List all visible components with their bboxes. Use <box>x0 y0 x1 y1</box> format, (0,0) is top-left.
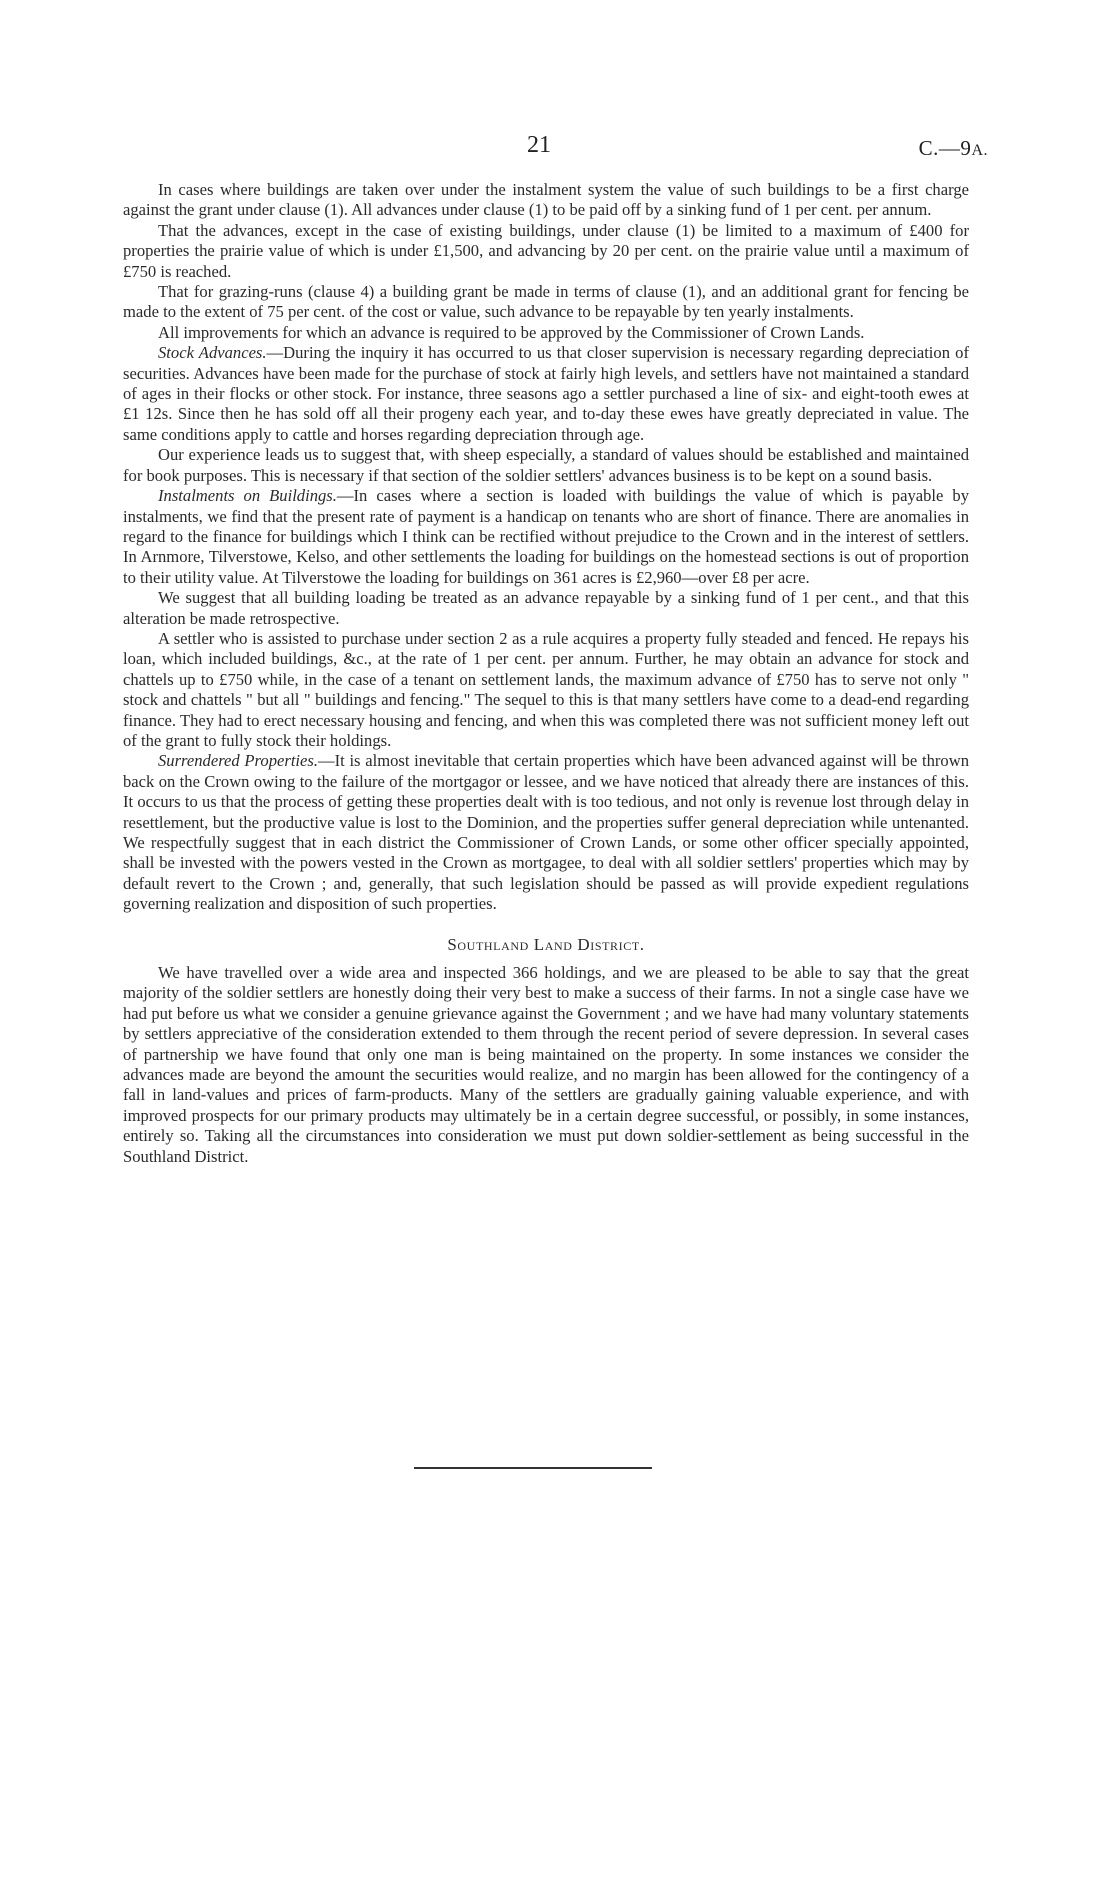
paragraph: We suggest that all building loading be treated as an advance repayable by a sinking fund of 1 per cent., and that this alteration be made retrospective. <box>123 588 969 628</box>
paragraph-surrendered-properties <box>123 751 969 914</box>
paragraph-heading: Instalments on Buildings. <box>158 486 337 506</box>
paragraph: That for grazing-runs (clause 4) a building grant be made in terms of clause (1), and an additional grant for fencing be made to the extent of 75 per cent. of the cost or value, such advance to be repayable by ten yearly instalments. <box>123 282 969 322</box>
paragraph-text: —It is almost inevitable that certain properties which have been advanced against will be thrown back on the Crown owing to the failure of the mortgagor or lessee, and we have noticed that already there are instances of this. It occurs to us that the process of getting these properties dealt with is too tedious, and not only is revenue lost through delay in resettlement, but the productive value is lost to the Dominion, and the properties suffer general depreciation while untenanted. We respectfully suggest that in each district the Commissioner of Crown Lands, or some other officer specially appointed, shall be invested with the powers vested in the Crown as mortgagee, to deal with all soldier settlers' properties which may by default revert to the Crown ; and, generally, that such legislation should be passed as will provide expedient regulations governing realization and disposition of such properties. <box>123 751 969 914</box>
end-rule-divider <box>414 1467 652 1469</box>
paragraph: We have travelled over a wide area and inspected 366 holdings, and we are pleased to be able to say that the great majority of the soldier settlers are honestly doing their very best to make a success of their farms. In not a single case have we had put before us what we consider a genuine grievance against the Government ; and we have had many voluntary statements by settlers appreciative of the consideration extended to them through the recent period of severe depression. In several cases of partnership we have found that only one man is being maintained on the property. In some instances we consider the advances made are beyond the amount the securities would realize, and no margin has been allowed for the contingency of a fall in land-values and prices of farm-products. Many of the settlers are gradually gaining valuable experience, and with improved prospects for our primary products may ultimately be in a certain degree successful, or possibly, in some instances, entirely so. Taking all the circumstances into consideration we must put down soldier-settlement as being successful in the Southland District. <box>123 963 969 1166</box>
paragraph: All improvements for which an advance is required to be approved by the Commissioner of Crown Lands. <box>158 322 865 342</box>
paragraph: A settler who is assisted to purchase under section 2 as a rule acquires a property fully steaded and fenced. He repays his loan, which included buildings, &c., at the rate of 1 per cent. per annum. Further, he may obtain an advance for stock and chattels up to £750 while, in the case of a tenant on settlement lands, the maximum advance of £750 has to serve not only " stock and chattels " but all " buildings and fencing." The sequel to this is that many settlers have come to a dead-end regarding finance. They had to erect necessary housing and fencing, and when this was completed there was not sufficient money left out of the grant to fully stock their holdings. <box>123 628 969 750</box>
paragraph-text: —During the inquiry it has occurred to us that closer supervision is necessary regarding depreciation of securities. Advances have been made for the purchase of stock at fairly high levels, and settlers have not maintained a standard of ages in their flocks or other stock. For instance, three seasons ago a settler purchased a line of six- and eight-tooth ewes at £1 12s. Since then he has sold off all their progeny each year, and to-day these ewes have greatly depreciated in value. The same conditions apply to cattle and horses regarding depreciation through age. <box>123 343 970 444</box>
section-heading: Southland Land District. <box>447 934 645 954</box>
paragraph: That the advances, except in the case of existing buildings, under clause (1) be limited to a maximum of £400 for properties the prairie value of which is under £1,500, and advancing by 20 per cent. on the prairie value until a maximum of £750 is reached. <box>123 220 969 281</box>
paragraph-stock-advances <box>123 343 969 445</box>
document-reference-main: C.—9 <box>918 136 972 160</box>
paragraph: In cases where buildings are taken over under the instalment system the value of such buildings to be a first charge against the grant under clause (1). All advances under clause (1) to be paid off by a sinking fund of 1 per cent. per annum. <box>123 180 969 220</box>
paragraph-text: —In cases where a section is loaded with buildings the value of which is payable by instalments, we find that the present rate of payment is a handicap on tenants who are short of finance. There are anomalies in regard to the finance for buildings which I think can be rectified without prejudice to the Crown and in the interest of settlers. In Arnmore, Tilverstowe, Kelso, and other settlements the loading for buildings on the homestead sections is out of proportion to their utility value. At Tilverstowe the loading for buildings on 361 acres is £2,960—over £8 per acre. <box>123 486 969 587</box>
paragraph-instalments-on-buildings <box>123 486 969 588</box>
paragraph: Our experience leads us to suggest that, with sheep especially, a standard of values should be established and maintained for book purposes. This is necessary if that section of the soldier settlers' advances business is to be kept on a sound basis. <box>123 445 969 485</box>
document-reference-suffix: A. <box>971 142 988 159</box>
body-text <box>123 180 969 1167</box>
page-number: 21 <box>527 132 551 158</box>
paragraph-heading: Surrendered Properties. <box>158 751 319 771</box>
paragraph-heading: Stock Advances. <box>158 343 267 363</box>
document-reference <box>919 136 988 161</box>
